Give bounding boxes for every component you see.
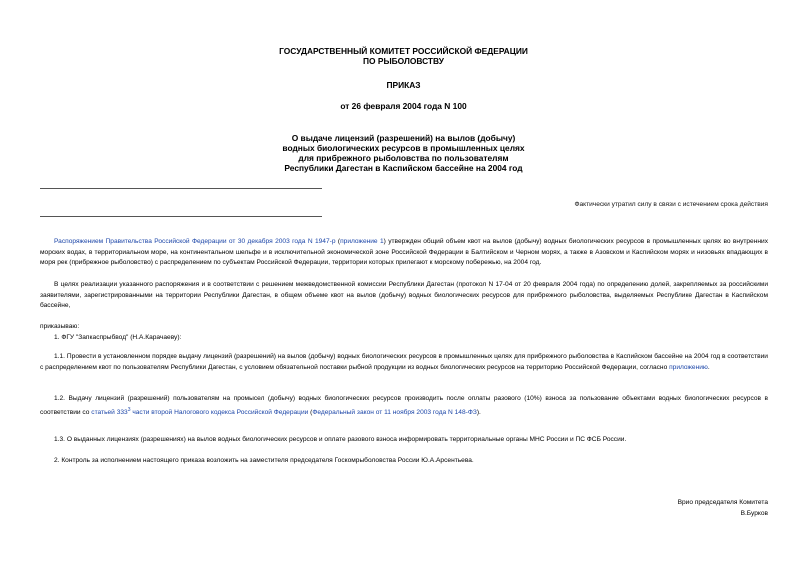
paren-open: ( [335, 238, 341, 245]
doc-title-line1: О выдаче лицензий (разрешений) на вылов (добычу) [291, 133, 516, 143]
link-article-333[interactable]: статьей 333 [91, 408, 128, 416]
doc-title-line2: водных биологических ресурсов в промышленных целях [282, 143, 525, 153]
doc-date-number: от 26 февраля 2004 года N 100 [340, 101, 467, 111]
org-name-line2: ПО РЫБОЛОВСТВУ [363, 56, 444, 66]
item-1: 1. ФГУ "Запкаспрыбвод" (Н.А.Карачаеву): [54, 334, 182, 341]
link-appendix-1[interactable]: приложение 1 [340, 238, 384, 245]
signature-block [678, 498, 768, 519]
item-1-2-paren-open: ( [308, 408, 313, 416]
status-note: Фактически утратил силу в связи с истечением срока действия [574, 201, 768, 208]
item-1-1-end: . [707, 363, 710, 371]
paragraph-preamble [40, 237, 768, 269]
order-word: приказываю: [40, 323, 80, 330]
doc-type: ПРИКАЗ [386, 80, 421, 90]
divider-top [40, 188, 322, 189]
link-federal-law[interactable]: Федеральный закон от 11 ноября 2003 года N 148-ФЗ [312, 408, 477, 416]
doc-title-line3: для прибрежного рыболовства по пользователям [298, 153, 509, 163]
item-1-2-text: 1.2. Выдачу лицензий (разрешений) пользователям на промысел (добычу) водных биологических ресурсов производить после оплаты разового (10%) взноса за пользование объектами водных биологических ресурсов в соответствии со [40, 395, 768, 416]
paragraph-preamble-text: ) утвержден общий объем квот на вылов (добычу) водных биологических ресурсов в промышленных целях во внутренних морских водах, в территориальном море, на континентальном шельфе и в исключительной экономической зоне Российской Федерации в Балтийском и Черном морях, а также в Азовском и Каспийском морях и низовьях впадающих в моря рек (прибрежное рыболовство) с распределением по субъектам Российской Федерации, территории которых прилегают к морскому побережью, на 2004 год. [40, 238, 768, 267]
item-1-3: 1.3. О выданных лицензиях (разрешениях) на вылов водных биологических ресурсов и оплате разового взноса информировать территориальные органы МНС России и ПС ФСБ России. [54, 436, 627, 443]
divider-bottom [40, 216, 322, 217]
signature-position: Врио председателя Комитета [677, 499, 768, 506]
doc-title-line4: Республики Дагестан в Каспийском бассейне на 2004 год [284, 163, 523, 173]
item-2: 2. Контроль за исполнением настоящего приказа возложить на заместителя председателя Госкомрыболовства России Ю.А.Арсентьева. [54, 457, 474, 464]
link-tax-code[interactable]: части второй Налогового кодекса Российской Федерации [130, 408, 309, 416]
signature-name: В.Бурков [740, 509, 768, 517]
item-1-2 [40, 394, 768, 418]
link-appendix[interactable]: приложению [669, 363, 708, 371]
org-name-line1: ГОСУДАРСТВЕННЫЙ КОМИТЕТ РОССИЙСКОЙ ФЕДЕРАЦИИ [279, 46, 528, 56]
item-1-2-paren-close: ). [476, 408, 481, 416]
item-1-1 [40, 352, 768, 373]
article-superscript: 3 [127, 406, 131, 413]
paragraph-purpose: В целях реализации указанного распоряжения и в соответствии с решением межведомственной комиссии Республики Дагестан (протокол N 17-04 от 20 февраля 2004 года) по определению долей, закрепляемых за российскими заявителями, зарегистрированными на территории Республики Дагестан, в общем объеме квот на вылов (добычу) водных биологических ресурсов для прибрежного рыболовства, выделяемых Республике Дагестан в Каспийском бассейне, [40, 281, 768, 310]
item-1-1-text: 1.1. Провести в установленном порядке выдачу лицензий (разрешений) на вылов (добычу) водных биологических ресурсов в промышленных целях для прибрежного рыболовства в Каспийском бассейне на 2004 год в соответствии с распределением квот по пользователям Республики Дагестан, с условием обязательной поставки рыбной продукции из водных биологических ресурсов на территорию Российской Федерации, согласно [40, 353, 768, 371]
link-government-order[interactable]: Распоряжением Правительства Российской Федерации от 30 декабря 2003 года N 1947-р [54, 238, 336, 245]
